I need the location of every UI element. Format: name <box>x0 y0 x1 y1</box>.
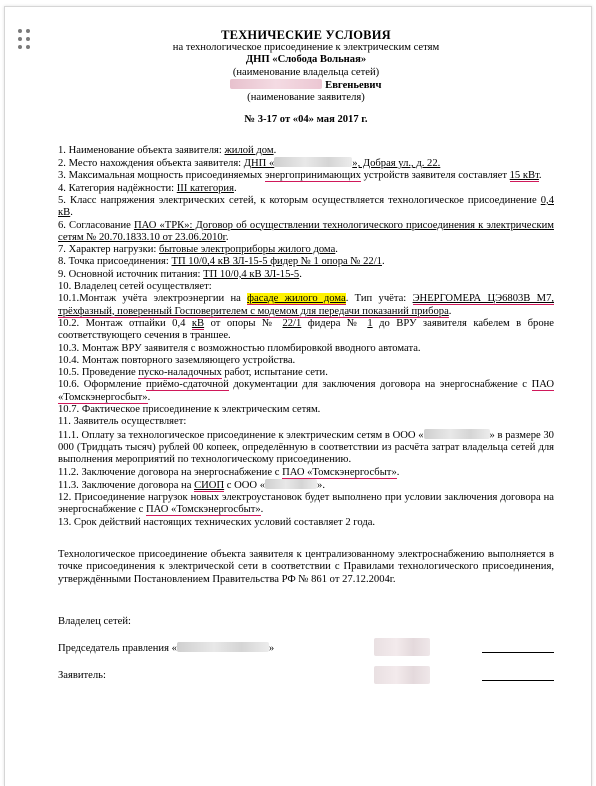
item-10-6: 10.6. Оформление приёмо-сдаточной документации для заключения договора на энергоснабжение с ПАО «Томскэнергосбыт». <box>58 379 554 403</box>
doc-number: № 3-17 от «04» мая 2017 г. <box>244 114 368 126</box>
item-11: 11. Заявитель осуществляет: <box>58 416 187 428</box>
document-body <box>58 28 554 682</box>
item-11-3: 11.3. Заключение договора на СИОП с ООО « ». <box>58 479 325 491</box>
doc-title: ТЕХНИЧЕСКИЕ УСЛОВИЯ <box>221 28 391 42</box>
item-10-4: 10.4. Монтаж повторного заземляющего устройства. <box>58 354 296 366</box>
item-10-5: 10.5. Проведение пуско-наладочных работ, испытание сети. <box>58 367 328 379</box>
item-11-2: 11.2. Заключение договора на энергоснабжение с ПАО «Томскэнергосбыт». <box>58 466 400 478</box>
item-12: 12. Присоединение нагрузок новых электроустановок будет выполнено при условии заключения договора на энергоснабжение с ПАО «Томскэнергосбыт». <box>58 492 554 516</box>
item-6: 6. Согласование ПАО «ТРК»: Договор об осуществлении технологического присоединения к электрическим сетям № 20.70.1833.10 от 23.06.2010г. <box>58 219 554 243</box>
item-2: 2. Место нахождения объекта заявителя: ДНП « », Добрая ул., д. 22. <box>58 158 441 170</box>
item-13: 13. Срок действий настоящих технических условий составляет 2 года. <box>58 516 376 528</box>
item-8: 8. Точка присоединения: ТП 10/0,4 кВ ЗЛ-15-5 фидер № 1 опора № 22/1. <box>58 256 385 268</box>
footer-paragraph: Технологическое присоединение объекта заявителя к централизованному электроснабжению выполняется в точке присоединения к электрической сети в соответствии с Правилами технологического присоединения, утверждёнными Постановлением Правительства РФ № 861 от 27.12.2004г. <box>58 548 554 585</box>
applicant-name: Евгеньевич <box>58 79 554 92</box>
redacted-text <box>177 642 269 652</box>
item-3: 3. Максимальная мощность присоединяемых энергопринимающих устройств заявителя составляет 15 кВт. <box>58 170 542 182</box>
redacted-signature <box>374 666 430 684</box>
item-10-3: 10.3. Монтаж ВРУ заявителя с возможностью пломбировкой вводного автомата. <box>58 342 421 354</box>
signature-line <box>482 652 554 653</box>
item-1: 1. Наименование объекта заявителя: жилой дом. <box>58 144 277 156</box>
redacted-text <box>274 157 352 167</box>
owner-label: Владелец сетей: <box>58 615 131 627</box>
network-owner: ДНП «Слобода Вольная» <box>245 54 367 66</box>
applicant-caption: (наименование заявителя) <box>247 92 365 104</box>
doc-subtitle: на технологическое присоединение к электрическим сетям <box>172 42 440 53</box>
network-owner-caption: (наименование владельца сетей) <box>232 66 380 78</box>
item-10-7: 10.7. Фактическое присоединение к электрическим сетям. <box>58 404 321 416</box>
item-11-1: 11.1. Оплату за технологическое присоединение к электрическим сетям в ООО « » в размере 30 000 (Тридцать тысяч) рублей 00 копеек, определённую в соответствии из расчёта затрат владельца сетей для выполнения мероприятий по технологическому присоединению. <box>58 429 554 466</box>
item-10-2: 10.2. Монтаж отпайки 0,4 кВ от опоры № 22/1 фидера № 1 до ВРУ заявителя кабелем в броне соответствующего сечения в траншее. <box>58 317 554 342</box>
signature-line <box>482 680 554 681</box>
item-4: 4. Категория надёжности: III категория. <box>58 182 237 194</box>
item-10-1: 10.1.Монтаж учёта электроэнергии на фасаде жилого дома. Тип учёта: ЭНЕРГОМЕРА ЦЭ6803В М7, трёхфазный, поверенный Госповерителем с модемом для передачи показаний прибора. <box>58 293 555 317</box>
redacted-name <box>230 79 322 89</box>
applicant-signature-row: Заявитель: <box>58 670 554 682</box>
redacted-text <box>265 479 317 489</box>
item-7: 7. Характер нагрузки: бытовые электроприборы жилого дома. <box>58 244 338 256</box>
redacted-text <box>424 429 490 439</box>
drag-handle-icon[interactable] <box>18 29 34 45</box>
redacted-signature <box>374 638 430 656</box>
item-9: 9. Основной источник питания: ТП 10/0,4 кВ ЗЛ-15-5. <box>58 268 302 280</box>
item-10: 10. Владелец сетей осуществляет: <box>58 281 212 293</box>
chairman-signature-row: Председатель правления « » <box>58 642 554 654</box>
item-5: 5. Класс напряжения электрических сетей, к которым осуществляется технологическое присоединение 0,4 кВ. <box>58 194 554 219</box>
